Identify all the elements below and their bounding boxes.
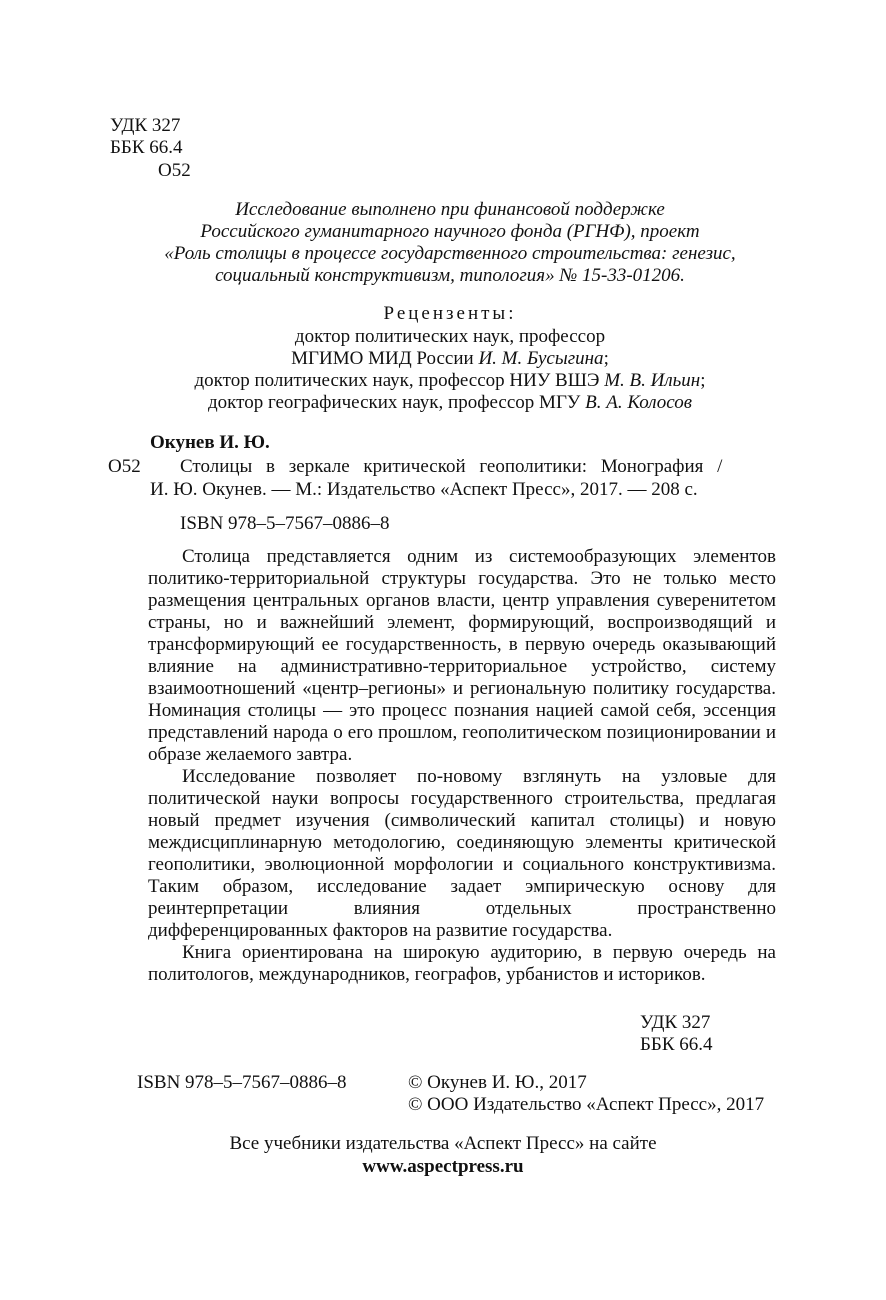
funding-note-line-4: социальный конструктивизм, типология» № 15-33-01206. [215,265,685,286]
bbk-top: ББК 66.4 [110,137,183,158]
catalog-line-1: Столицы в зеркале критической геополитики: Монография / [180,456,723,477]
reviewer-3-name: В. А. Колосов [585,392,692,413]
bbk-bottom: ББК 66.4 [640,1034,713,1055]
reviewer-2-end: ; [700,370,706,391]
footer-line: Все учебники издательства «Аспект Пресс» на сайте [229,1133,657,1154]
catalog-line-2: И. Ю. Окунев. — М.: Издательство «Аспект Пресс», 2017. — 208 с. [150,479,698,500]
reviewer-1-end: ; [603,348,609,369]
reviewer-2-title: доктор политических наук, профессор НИУ ВШЭ [194,370,605,391]
funding-note-line-2: Российского гуманитарного научного фонда (РГНФ), проект [200,221,700,242]
udk-bottom: УДК 327 [640,1012,711,1033]
reviewer-1 [150,348,750,370]
abstract [148,546,776,986]
reviewer-2-name: М. В. Ильин [604,370,701,391]
udk-top: УДК 327 [110,115,181,136]
catalog-author-heading: Окунев И. Ю. [150,432,270,453]
reviewer-1-title: доктор политических наук, профессор [294,326,606,347]
reviewer-2 [150,370,750,392]
funding-note-line-3: «Роль столицы в процессе государственного строительства: генезис, [164,243,736,264]
abstract-paragraph-1: Столица представляется одним из системообразующих элементов политико-территориальной структуры государства. Это не только место размещения центральных органов власти, центр управления суверенитетом страны, но и важнейший элемент, формирующий, воспроизводящий и трансформирующий ее государственность, в первую очередь оказывающий влияние на административно-территориальное устройство, систему взаимоотношений «центр–регионы» и региональную политику государства. Номинация столицы — это процесс познания нацией самой себя, эссенция представлений народа о его прошлом, геополитическом позиционировании и образе желаемого завтра. [148,546,776,765]
reviewer-1-org: МГИМО МИД России [291,348,479,369]
abstract-paragraph-2: Исследование позволяет по-новому взглянуть на узловые для политической науки вопросы государственного строительства, предлагая новый предмет изучения (символический капитал столицы) и новую междисциплинарную методологию, соединяющую элементы критической геополитики, эволюционной морфологии и социального конструктивизма. Таким образом, исследование задает эмпирическую основу для реинтерпретации влияния отдельных пространственно дифференцированных факторов на развитие государства. [148,766,776,941]
reviewer-3-title: доктор географических наук, профессор МГУ [208,392,586,413]
catalog-isbn: ISBN 978–5–7567–0886–8 [180,513,390,534]
copyright-author: © Окунев И. Ю., 2017 [408,1072,587,1093]
funding-note-line-1: Исследование выполнено при финансовой поддержке [235,199,665,220]
reviewer-3 [150,392,750,414]
reviewer-1-name: И. М. Бусыгина [478,348,604,369]
author-code-top: О52 [158,160,191,181]
publisher-website-link[interactable]: www.aspectpress.ru [362,1156,524,1177]
copyright-publisher: © ООО Издательство «Аспект Пресс», 2017 [408,1094,765,1115]
imprint-isbn: ISBN 978–5–7567–0886–8 [137,1072,347,1093]
reviewers-heading: Рецензенты: [383,303,517,324]
catalog-code: О52 [108,456,141,477]
abstract-paragraph-3: Книга ориентирована на широкую аудиторию, в первую очередь на политологов, международников, географов, урбанистов и историков. [148,942,776,985]
